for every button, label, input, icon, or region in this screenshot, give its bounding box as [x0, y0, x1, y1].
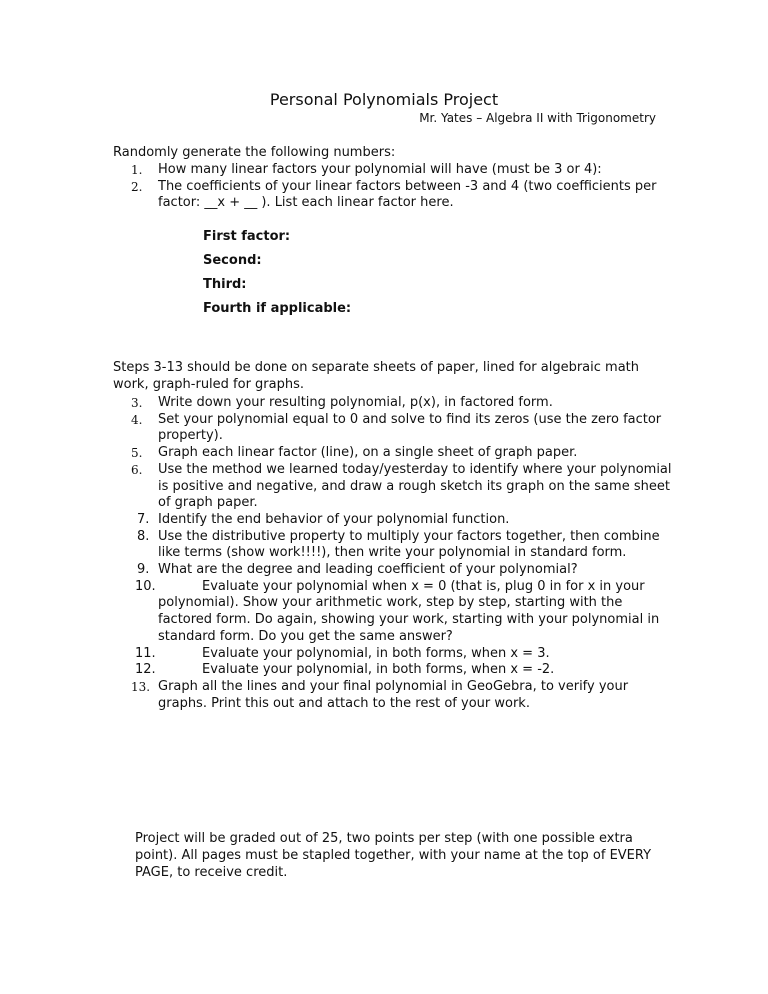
item-number: 7.: [137, 511, 150, 527]
item-number: 3.: [131, 396, 143, 410]
page-subtitle: Mr. Yates – Algebra II with Trigonometry: [419, 111, 656, 125]
second-factor-label: Second:: [203, 253, 262, 268]
item-text: Graph each linear factor (line), on a single sheet of graph paper.: [158, 445, 578, 461]
item-number: 1.: [131, 163, 143, 177]
list-item: [113, 395, 673, 412]
item-text: How many linear factors your polynomial will have (must be 3 or 4):: [158, 162, 602, 177]
item-text: Write down your resulting polynomial, p(x), in factored form.: [158, 395, 553, 410]
item-number: 2.: [131, 179, 143, 194]
list-item: [113, 179, 673, 212]
intro-text: Randomly generate the following numbers:: [113, 145, 396, 160]
item-text: Set your polynomial equal to 0 and solve to find its zeros (use the zero factor property).: [158, 411, 662, 444]
item-number: 9.: [137, 562, 150, 578]
factor-labels: [203, 228, 351, 324]
item-text: Graph all the lines and your final polynomial in GeoGebra, to verify your graphs. Print this out and attach to the rest of your work.: [158, 678, 629, 711]
item-number: 11.: [135, 645, 156, 661]
item-number: 8.: [137, 528, 150, 544]
list-item: [113, 512, 673, 529]
steps-intro: Steps 3-13 should be done on separate sheets of paper, lined for algebraic math work, graph-ruled for graphs.: [113, 360, 640, 392]
grading-note: Project will be graded out of 25, two points per step (with one possible extra point). All pages must be stapled together, with your name at the top of EVERY PAGE, to receive credit.: [135, 831, 652, 880]
item-text: What are the degree and leading coefficient of your polynomial?: [158, 562, 578, 578]
list-item: [113, 462, 673, 512]
list-item: [113, 529, 673, 562]
item-text: Evaluate your polynomial, in both forms, when x = -2.: [202, 662, 555, 678]
item-text: Identify the end behavior of your polynomial function.: [158, 511, 510, 527]
list-item: [113, 412, 673, 445]
item-number: 12.: [135, 662, 156, 678]
intro-list: [113, 162, 673, 212]
page-title: Personal Polynomials Project: [269, 90, 499, 109]
steps-list: [113, 395, 673, 712]
item-number: 10.: [135, 578, 156, 594]
item-text: The coefficients of your linear factors between -3 and 4 (two coefficients per factor: __x + __ ). List each linear factor here.: [158, 178, 657, 211]
first-factor-label: First factor:: [203, 229, 291, 244]
list-item: [113, 662, 673, 679]
item-text: Use the method we learned today/yesterday to identify where your polynomial is positive and negative, and draw a rough sketch its graph on the same sheet of graph paper.: [158, 461, 672, 511]
item-text: Evaluate your polynomial, in both forms, when x = 3.: [202, 645, 550, 661]
item-number: 5.: [131, 446, 143, 461]
fourth-factor-label: Fourth if applicable:: [203, 301, 352, 316]
list-item: [113, 679, 673, 712]
list-item: [113, 579, 673, 646]
list-item: [113, 646, 673, 663]
third-factor-label: Third:: [203, 277, 247, 292]
item-text: Evaluate your polynomial when x = 0 (that is, plug 0 in for x in your polynomial). Show your arithmetic work, step by step, starting with the factored form. Do again, showing your work, starting with your polynomial in standard form. Do you get the same answer?: [158, 578, 660, 644]
list-item: [113, 562, 673, 579]
item-text: Use the distributive property to multiply your factors together, then combine like terms (show work!!!!), then write your polynomial in standard form.: [158, 528, 660, 561]
list-item: [113, 445, 673, 462]
item-number: 4.: [131, 412, 143, 427]
item-number: 6.: [131, 462, 143, 477]
item-number: 13.: [131, 679, 151, 694]
list-item: [113, 162, 673, 179]
